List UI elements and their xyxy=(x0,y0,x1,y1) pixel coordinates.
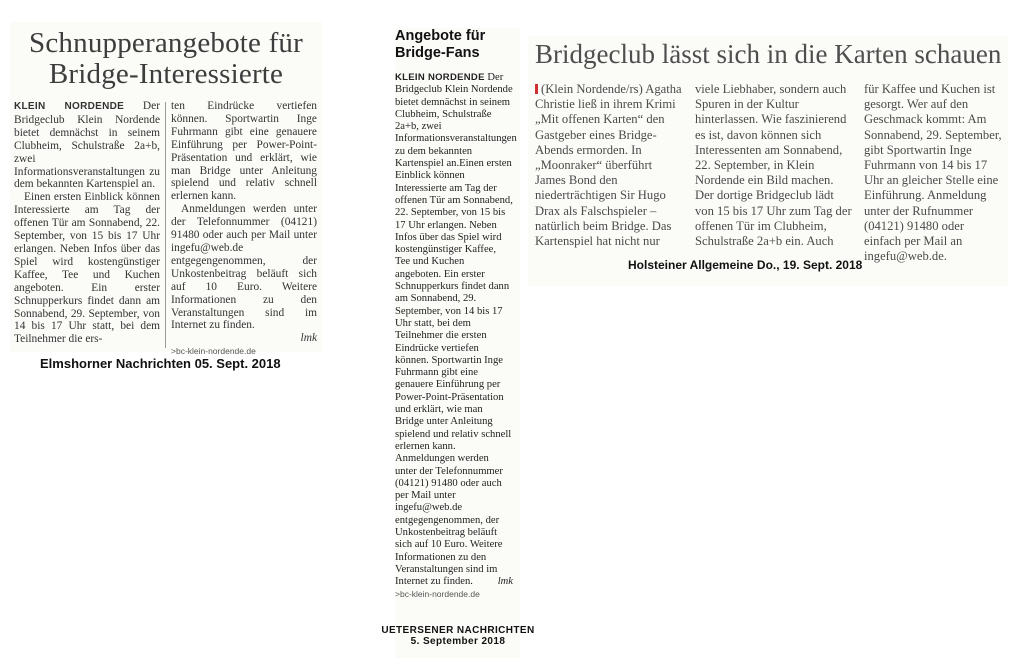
headline-line-1: Angebote für xyxy=(395,28,486,44)
source-name: UETERSENER NACHRICHTEN xyxy=(381,625,535,636)
article-clip-holsteiner xyxy=(528,36,1008,286)
headline-line-2: Bridge-Interessierte xyxy=(48,58,284,90)
article-column-3 xyxy=(864,82,1004,264)
source-date: 5. September 2018 xyxy=(410,636,506,647)
article-column-1 xyxy=(535,82,685,249)
body-text: (Klein Nordende/rs) Agatha Christie ließ in ihrem Krimi „Mit offenen Karten“ den Gastgeber eines Bridge-Abends ermorden. In „Moonraker“ überführt James Bond den niederträchtigen Sir Hugo Drax als Falschspieler – natürlich beim Bridge. Das Kartenspiel hat nicht nur xyxy=(535,82,682,249)
web-link[interactable]: >bc-klein-nordende.de xyxy=(171,346,256,357)
article-column-2 xyxy=(695,82,855,249)
headline: Bridgeclub lässt sich in die Karten schauen xyxy=(535,39,1002,69)
source-label xyxy=(373,625,543,647)
article-clip-elmshorner xyxy=(10,22,322,371)
headline-line-2: Bridge-Fans xyxy=(395,45,480,61)
dateline: KLEIN NORDENDE xyxy=(395,72,485,83)
body-text: viele Liebhaber, sondern auch Spuren in der Kultur hinterlassen. Wie faszinierend es ist, davon können sich Interessenten am Sonnabend, 22. September, in Klein Nordende ein Bild machen. Der dortige Bridgeclub lädt von 15 bis 17 Uhr zum Tag der offenen Tür im Clubheim, Schulstraße 2a+b ein. Auch xyxy=(695,82,852,249)
author-initials: lmk xyxy=(497,576,513,588)
body-text: Einen ersten Einblick können Interessierte am Tag der offenen Tür am Sonnabend, 22. September, von 15 bis 17 Uhr erlangen. Neben Infos über das Spiel wird kostengünstiger Kaffee, Tee und Kuchen angeboten. Ein erster Schnupperkurs findet dann am Sonnabend, 29. September, von 14 bis 17 Uhr statt, bei dem Teilnehmer die ers- xyxy=(14,191,160,346)
body-text: Der Bridgeclub Klein Nordende bietet demnächst in seinem Clubheim, Schulstraße 2a+b, zwei Informationsveranstaltungen zu dem bekannten Kartenspiel an.Einen ersten Einblick können Interessierte am Tag der offenen Tür am Sonnabend, 22. September, von 15 bis 17 Uhr erlangen. Neben Infos über das Spiel wird kostengünstiger Kaffee, Tee und Kuchen angeboten. Ein erster Schnupperkurs findet dann am Sonnabend, 29. September, von 14 bis 17 Uhr statt, bei dem Teilnehmer die ersten Eindrücke vertiefen können. Sportwartin Inge Fuhrmann gibt eine genauere Einführung per Power-Point-Präsentation und erklärt, wie man Bridge unter Anleitung spielend und relativ schnell erlernen kann. Anmeldungen werden unter der Telefonnummer (04121) 91480 oder auch per Mail unter ingefu@web.de entgegengenommen, der Unkostenbeitrag beläuft sich auf 10 Euro. Weitere Informationen zu den Veranstaltungen sind im Internet zu finden. xyxy=(395,72,517,588)
headline xyxy=(10,28,322,90)
body-text: für Kaffee und Kuchen ist gesorgt. Wer auf den Geschmack kommt: Am Sonnabend, 29. September, gibt Sportwartin Inge Fuhrmann von 14 bis 17 Uhr an gleicher Stelle eine Einführung. Anmeldung unter der Rufnummer (04121) 91480 oder einfach per Mail an ingefu@web.de. xyxy=(864,82,1002,264)
source-label: Elmshorner Nachrichten 05. Sept. 2018 xyxy=(40,356,281,371)
red-marker-icon xyxy=(535,84,538,94)
headline xyxy=(395,28,485,62)
article-column-2 xyxy=(171,100,317,358)
web-link[interactable]: >bc-klein-nordende.de xyxy=(395,589,480,600)
body-text: Anmeldungen werden unter der Telefonnummer (04121) 91480 oder auch per Mail unter ingefu@web.de entgegengenommen, der Unkostenbeitrag beläuft sich auf 10 Euro. Weitere Informationen zu den Veranstaltungen sind im Internet zu finden. xyxy=(171,203,317,332)
column-rule xyxy=(165,102,166,348)
article-clip-uetersener xyxy=(381,28,535,658)
dateline: KLEIN NORDENDE xyxy=(14,101,125,112)
author-initials: lmk xyxy=(300,332,317,345)
body-text: ten Eindrücke vertiefen können. Sportwartin Inge Fuhrmann gibt eine genauere Einführung per Power-Point-Präsentation und erklärt, wie man Bridge unter Anleitung spielend und relativ schnell erlernen kann. xyxy=(171,100,317,203)
headline-line-1: Schnupperangebote für xyxy=(29,27,303,59)
article-column xyxy=(395,72,517,602)
article-column-1 xyxy=(14,100,160,346)
body-text: Der Bridgeclub Klein Nordende bietet demnächst in seinem Clubheim, Schulstraße 2a+b, zwei Informationsveranstaltungen zu dem bekannten Kartenspiel an. xyxy=(14,100,160,191)
source-label: Holsteiner Allgemeine Do., 19. Sept. 2018 xyxy=(628,258,863,272)
